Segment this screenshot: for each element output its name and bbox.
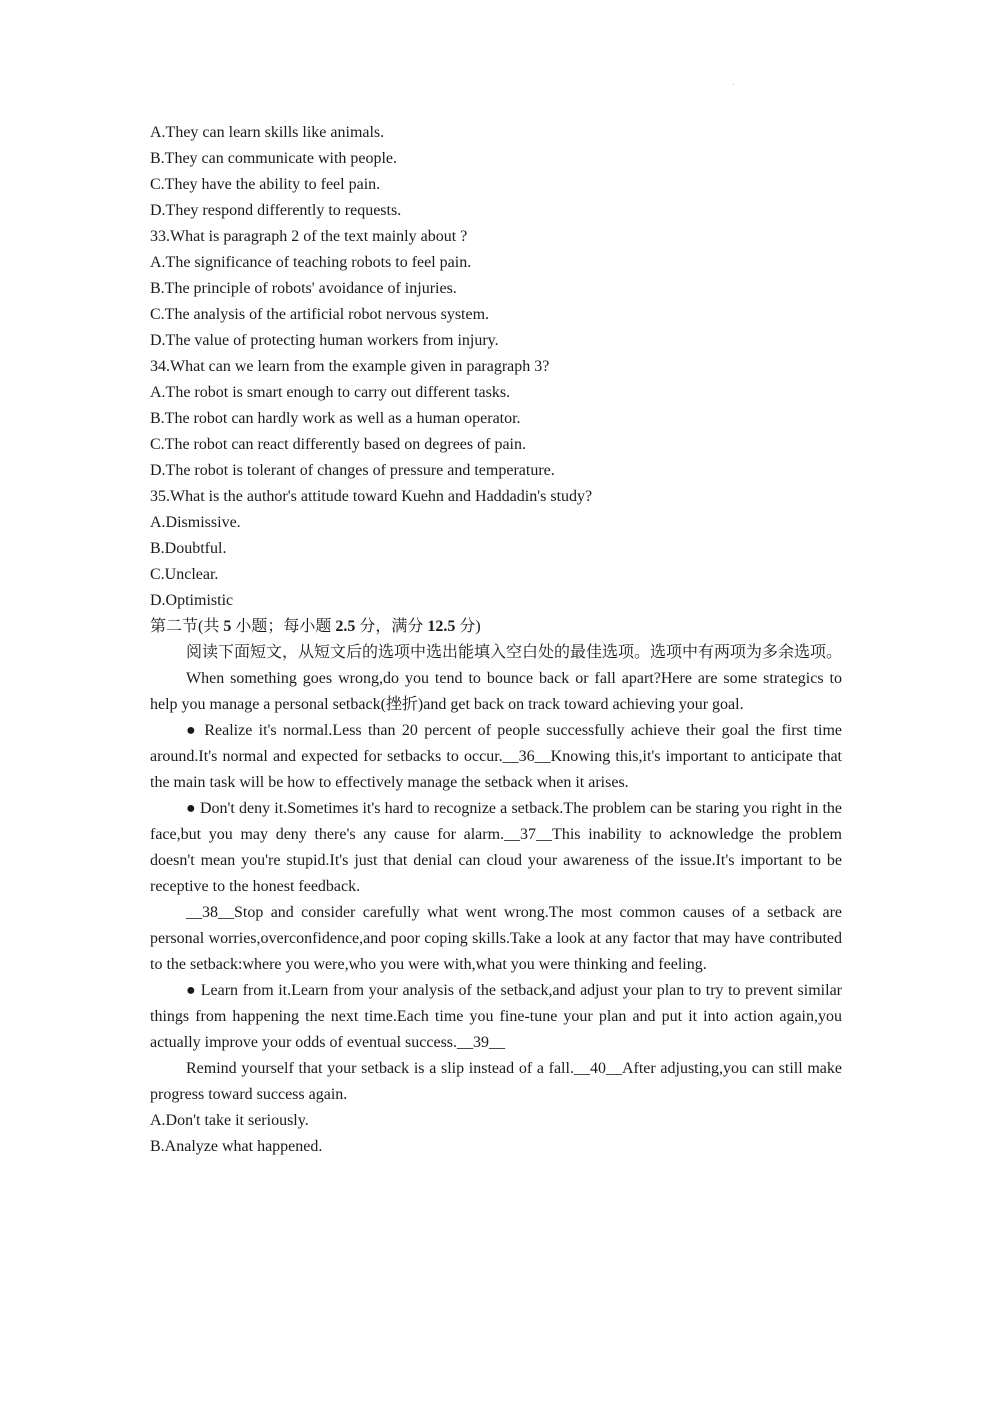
answer-option-a: A.Don't take it seriously. <box>150 1112 309 1129</box>
q32-option-b: B.They can communicate with people. <box>150 150 398 167</box>
passage-paragraph-remind: Remind yourself that your setback is a slip instead of a fall.__40__After adjusting,you can still make progress toward success again. <box>150 1060 842 1103</box>
q35-question: 35.What is the author's attitude toward Kuehn and Haddadin's study? <box>150 488 593 505</box>
section-heading: 第二节(共 5 小题；每小题 2.5 分，满分 12.5 分) <box>150 618 481 635</box>
q33-option-a: A.The significance of teaching robots to feel pain. <box>150 254 472 271</box>
q32-option-c: C.They have the ability to feel pain. <box>150 176 381 193</box>
q35-option-d: D.Optimistic <box>150 592 234 609</box>
q34-option-a: A.The robot is smart enough to carry out different tasks. <box>150 384 511 401</box>
q34-option-c: C.The robot can react differently based on degrees of pain. <box>150 436 526 453</box>
q35-option-a: A.Dismissive. <box>150 514 241 531</box>
passage-paragraph-learn: ● Learn from it.Learn from your analysis of the setback,and adjust your plan to try to prevent similar things from happening the next time.Each time you fine-tune your plan and put it into action again,you actually improve your odds of eventual success.__39__ <box>150 982 842 1051</box>
answer-option-b: B.Analyze what happened. <box>150 1138 323 1155</box>
section-instruction: 阅读下面短文，从短文后的选项中选出能填入空白处的最佳选项。选项中有两项为多余选项。 <box>186 644 843 661</box>
q34-question: 34.What can we learn from the example given in paragraph 3? <box>150 358 550 375</box>
passage-paragraph-realize: ● Realize it's normal.Less than 20 percent of people successfully achieve their goal the first time around.It's normal and expected for setbacks to occur.__36__Knowing this,it's important to anticipate that the main task will be how to effectively manage the setback when it arises. <box>150 722 842 791</box>
scan-speck <box>733 84 734 85</box>
q32-option-a: A.They can learn skills like animals. <box>150 124 385 141</box>
q33-option-d: D.The value of protecting human workers from injury. <box>150 332 499 349</box>
exam-page <box>150 120 842 1160</box>
passage-paragraph-deny: ● Don't deny it.Sometimes it's hard to recognize a setback.The problem can be staring you right in the face,but you may deny there's any cause for alarm.__37__This inability to acknowledge the problem doesn't mean you're stupid.It's just that denial can cloud your awareness of the issue.It's important to be receptive to the honest feedback. <box>150 800 842 895</box>
q35-option-b: B.Doubtful. <box>150 540 227 557</box>
q33-option-c: C.The analysis of the artificial robot nervous system. <box>150 306 490 323</box>
q33-option-b: B.The principle of robots' avoidance of injuries. <box>150 280 457 297</box>
passage-paragraph-intro: When something goes wrong,do you tend to bounce back or fall apart?Here are some strategics to help you manage a personal setback(挫折)and get back on track toward achieving your goal. <box>150 670 842 713</box>
q35-option-c: C.Unclear. <box>150 566 219 583</box>
passage-paragraph-analyze: __38__Stop and consider carefully what went wrong.The most common causes of a setback are personal worries,overconfidence,and poor coping skills.Take a look at any factor that may have contributed to the setback:where you were,who you were with,what you were thinking and feeling. <box>150 904 842 973</box>
q32-option-d: D.They respond differently to requests. <box>150 202 402 219</box>
q34-option-d: D.The robot is tolerant of changes of pressure and temperature. <box>150 462 555 479</box>
q34-option-b: B.The robot can hardly work as well as a human operator. <box>150 410 521 427</box>
q33-question: 33.What is paragraph 2 of the text mainly about ? <box>150 228 468 245</box>
